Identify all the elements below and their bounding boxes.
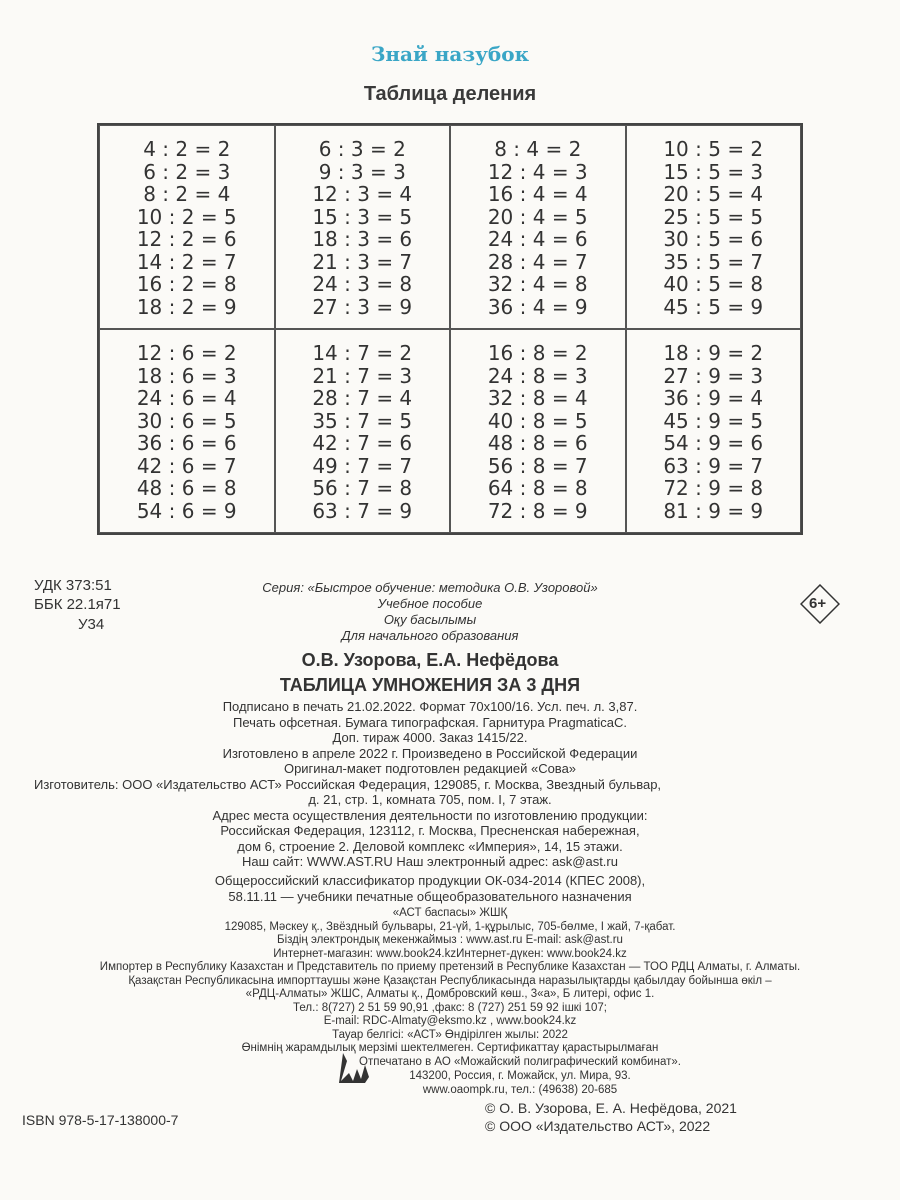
kz-imprint-line: «РДЦ-Алматы» ЖШС, Алматы қ., Домбровский көш., 3«а», Б литері, офис 1. <box>245 988 655 1000</box>
division-block <box>626 329 802 533</box>
division-fact: 21 : 3 = 7 <box>312 249 413 274</box>
division-fact: 9 : 3 = 3 <box>318 159 406 184</box>
division-fact: 6 : 3 = 2 <box>318 137 406 161</box>
printer-line: 143200, Россия, г. Можайск, ул. Мира, 93. <box>409 1070 631 1082</box>
imprint-line: Печать офсетная. Бумага типографская. Гарнитура PragmaticaC. <box>233 714 627 730</box>
division-fact: 24 : 6 = 4 <box>136 386 237 410</box>
division-fact: 35 : 7 = 5 <box>312 408 413 433</box>
division-fact: 6 : 2 = 3 <box>143 159 231 184</box>
division-block <box>450 329 626 533</box>
division-fact: 24 : 8 = 3 <box>487 363 588 388</box>
kz-imprint-line: Импортер в Республику Казахстан и Представитель по приему претензий в Республике Казахстан — ТОО РДЦ Алматы, г. Алматы. <box>99 961 801 973</box>
imprint-line: Изготовлено в апреле 2022 г. Произведено в Российской Федерации <box>222 745 638 761</box>
division-fact: 27 : 9 = 3 <box>663 363 764 388</box>
division-fact: 14 : 2 = 7 <box>136 249 237 274</box>
division-fact: 56 : 7 = 8 <box>312 476 413 500</box>
kz-imprint-line: «АСТ баспасы» ЖШҚ <box>392 907 508 919</box>
book-title: ТАБЛИЦА УМНОЖЕНИЯ ЗА 3 ДНЯ <box>279 675 581 695</box>
division-fact: 48 : 8 = 6 <box>487 431 588 455</box>
division-fact: 35 : 5 = 7 <box>663 249 764 274</box>
printer-line: Отпечатано в АО «Можайский полиграфический комбинат». <box>359 1056 681 1068</box>
imprint-line: Изготовитель: ООО «Издательство АСТ» Российская Федерация, 129085, г. Москва, Звездный бульвар, <box>34 776 662 792</box>
page-title: Таблица деления <box>363 83 537 105</box>
division-block <box>275 329 451 533</box>
kz-imprint-line: Өнімнің жарамдылық мерзімі шектелмеген. Сертификаттау қарастырылмаған <box>241 1042 659 1054</box>
division-fact: 45 : 5 = 9 <box>663 294 764 319</box>
division-fact: 12 : 6 = 2 <box>136 341 237 365</box>
division-table <box>97 123 803 535</box>
kz-imprint-line: Біздің электрондық мекенжаймыз : www.ast.ru E-mail: ask@ast.ru <box>277 934 623 946</box>
division-fact: 72 : 8 = 9 <box>487 498 588 523</box>
imprint-line: Оригинал-макет подготовлен редакцией «Сова» <box>283 761 577 776</box>
division-fact: 16 : 4 = 4 <box>487 182 588 206</box>
division-block <box>275 125 451 329</box>
division-fact: 15 : 5 = 3 <box>663 159 764 184</box>
isbn: ISBN 978-5-17-138000-7 <box>22 1112 179 1128</box>
division-fact: 10 : 2 = 5 <box>136 204 237 229</box>
imprint-line: дом 6, строение 2. Деловой комплекс «Империя», 14, 15 этажи. <box>237 838 623 854</box>
division-fact: 24 : 4 = 6 <box>487 227 588 251</box>
division-fact: 32 : 8 = 4 <box>487 386 588 410</box>
section-subtitle: Знай назубок <box>370 42 530 66</box>
division-fact: 56 : 8 = 7 <box>487 453 588 478</box>
division-fact: 42 : 7 = 6 <box>312 431 413 455</box>
copyright-authors: © О. В. Узорова, Е. А. Нефёдова, 2021 <box>485 1100 737 1116</box>
imprint-line: Наш сайт: WWW.AST.RU Наш электронный адрес: ask@ast.ru <box>242 854 618 869</box>
age-rating-badge <box>800 584 840 624</box>
division-fact: 30 : 5 = 6 <box>663 227 764 251</box>
udk-code: УДК 373:51 <box>34 577 112 594</box>
copyright-publisher: © ООО «Издательство АСТ», 2022 <box>485 1118 711 1134</box>
division-block <box>99 125 275 329</box>
imprint-line: Доп. тираж 4000. Заказ 1415/22. <box>332 730 528 745</box>
division-fact: 18 : 3 = 6 <box>312 227 413 251</box>
kz-imprint-line: Тел.: 8(727) 2 51 59 90,91 ,факс: 8 (727) 251 59 92 ішкі 107; <box>293 1001 607 1014</box>
audience: Для начального образования <box>341 628 519 643</box>
type-kz: Оқу басылымы <box>383 612 477 627</box>
division-fact: 42 : 6 = 7 <box>136 453 237 478</box>
author-code: У34 <box>78 616 105 633</box>
division-fact: 8 : 4 = 2 <box>494 137 582 161</box>
division-fact: 32 : 4 = 8 <box>487 272 588 296</box>
division-block <box>99 329 275 533</box>
division-fact: 30 : 6 = 5 <box>136 408 237 433</box>
division-fact: 49 : 7 = 7 <box>312 453 413 478</box>
kz-imprint-line: 129085, Мәскеу қ., Звёздный бульвары, 21-үй, 1-құрылыс, 705-бөлме, I жай, 7-қабат. <box>224 920 676 933</box>
division-fact: 63 : 7 = 9 <box>312 498 413 523</box>
division-fact: 36 : 6 = 6 <box>136 431 237 455</box>
kz-imprint-line: Интернет-магазин: www.book24.kzИнтернет-дүкен: www.book24.kz <box>273 947 627 960</box>
division-fact: 45 : 9 = 5 <box>663 408 764 433</box>
imprint-line: 58.11.11 — учебники печатные общеобразовательного назначения <box>228 889 632 904</box>
division-fact: 15 : 3 = 5 <box>312 204 413 229</box>
division-fact: 21 : 7 = 3 <box>312 363 413 388</box>
imprint-line: Российская Федерация, 123112, г. Москва, Пресненская набережная, <box>220 823 640 838</box>
division-fact: 40 : 8 = 5 <box>487 408 588 433</box>
series-line: Серия: «Быстрое обучение: методика О.В. Узоровой» <box>262 580 598 595</box>
division-fact: 18 : 2 = 9 <box>136 294 237 319</box>
division-fact: 20 : 4 = 5 <box>487 204 588 229</box>
division-fact: 28 : 4 = 7 <box>487 249 588 274</box>
division-fact: 81 : 9 = 9 <box>663 498 764 523</box>
division-fact: 54 : 9 = 6 <box>663 431 764 455</box>
division-fact: 40 : 5 = 8 <box>663 272 764 296</box>
age-rating-text: 6+ <box>809 595 827 612</box>
division-fact: 28 : 7 = 4 <box>312 386 413 410</box>
authors: О.В. Узорова, Е.А. Нефёдова <box>301 650 559 670</box>
division-fact: 18 : 6 = 3 <box>136 363 237 388</box>
division-fact: 16 : 2 = 8 <box>136 272 237 296</box>
division-fact: 54 : 6 = 9 <box>136 498 237 523</box>
division-fact: 27 : 3 = 9 <box>312 294 413 319</box>
division-fact: 25 : 5 = 5 <box>663 204 764 229</box>
division-fact: 14 : 7 = 2 <box>312 341 413 365</box>
division-fact: 12 : 2 = 6 <box>136 227 237 251</box>
kz-imprint-line: Қазақстан Республикасына импорттаушы және Қазақстан Республикасында наразылықтарды қабылдау бойынша өкіл – <box>128 974 772 987</box>
division-fact: 48 : 6 = 8 <box>136 476 237 500</box>
imprint-line: Адрес места осуществления деятельности по изготовлению продукции: <box>212 807 648 823</box>
bbk-code: ББК 22.1я71 <box>34 596 121 613</box>
division-fact: 72 : 9 = 8 <box>663 476 764 500</box>
division-fact: 24 : 3 = 8 <box>312 272 413 296</box>
division-fact: 8 : 2 = 4 <box>143 182 231 206</box>
division-fact: 36 : 4 = 9 <box>487 294 588 319</box>
printer-line: www.oaompk.ru, тел.: (49638) 20-685 <box>422 1084 618 1096</box>
division-fact: 10 : 5 = 2 <box>663 137 764 161</box>
division-fact: 36 : 9 = 4 <box>663 386 764 410</box>
imprint-line: д. 21, стр. 1, комната 705, пом. I, 7 этаж. <box>308 792 552 807</box>
division-fact: 12 : 4 = 3 <box>487 159 588 184</box>
division-block <box>626 125 802 329</box>
kz-imprint-line: E-mail: RDC-Almaty@eksmo.kz , www.book24.kz <box>323 1015 577 1027</box>
division-fact: 16 : 8 = 2 <box>487 341 588 365</box>
imprint-line: Подписано в печать 21.02.2022. Формат 70х100/16. Усл. печ. л. 3,87. <box>222 699 638 714</box>
division-fact: 12 : 3 = 4 <box>312 182 413 206</box>
division-fact: 64 : 8 = 8 <box>487 476 588 500</box>
division-fact: 18 : 9 = 2 <box>663 341 764 365</box>
kz-imprint-line: Тауар белгісі: «АСТ» Өндірілген жылы: 2022 <box>332 1028 568 1041</box>
division-fact: 20 : 5 = 4 <box>663 182 764 206</box>
division-fact: 63 : 9 = 7 <box>663 453 764 478</box>
type-ru: Учебное пособие <box>377 596 483 611</box>
division-fact: 4 : 2 = 2 <box>143 137 231 161</box>
imprint-line: Общероссийский классификатор продукции ОК-034-2014 (КПЕС 2008), <box>214 873 646 888</box>
division-block <box>450 125 626 329</box>
